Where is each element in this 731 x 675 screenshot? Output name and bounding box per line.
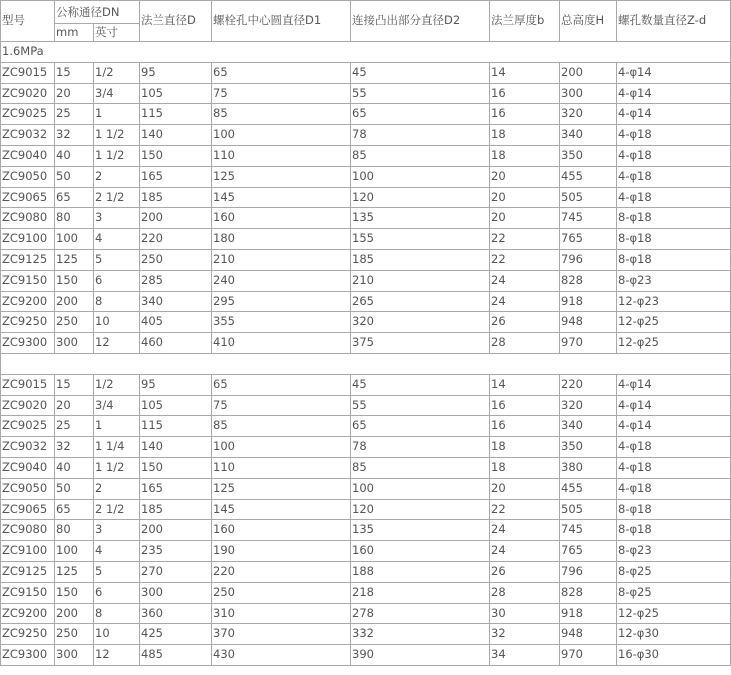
- table-cell: 140: [140, 125, 212, 146]
- table-row: [1, 208, 731, 229]
- table-cell: 380: [560, 457, 617, 478]
- table-cell: 200: [140, 208, 212, 229]
- table-row: [1, 62, 731, 83]
- table-cell: 20: [55, 395, 94, 416]
- table-cell: 125: [212, 166, 351, 187]
- table-cell: 455: [560, 478, 617, 499]
- table-cell: 796: [560, 561, 617, 582]
- table-cell: 918: [560, 291, 617, 312]
- table-cell: 2 1/2: [94, 499, 140, 520]
- header-total-height: 总高度H: [560, 1, 617, 42]
- table-cell: 95: [140, 62, 212, 83]
- table-cell: 55: [351, 395, 490, 416]
- table-cell: 310: [212, 603, 351, 624]
- header-model: 型号: [1, 1, 55, 42]
- table-cell: ZC9125: [1, 249, 55, 270]
- table-cell: 350: [560, 437, 617, 458]
- table-cell: 135: [351, 520, 490, 541]
- header-flange-thickness: 法兰厚度b: [490, 1, 560, 42]
- table-row: [1, 603, 731, 624]
- table-cell: 185: [140, 187, 212, 208]
- table-cell: 100: [351, 478, 490, 499]
- table-row: [1, 291, 731, 312]
- table-cell: 12-φ25: [617, 603, 731, 624]
- table-cell: 455: [560, 166, 617, 187]
- table-row: [1, 416, 731, 437]
- table-cell: 828: [560, 582, 617, 603]
- header-dn-inch: 英寸: [94, 24, 140, 42]
- section-2-label: [1, 353, 731, 374]
- table-cell: 2 1/2: [94, 187, 140, 208]
- table-cell: 100: [351, 166, 490, 187]
- table-cell: 4-φ18: [617, 478, 731, 499]
- table-cell: 8-φ18: [617, 499, 731, 520]
- table-cell: 970: [560, 645, 617, 666]
- table-cell: 970: [560, 333, 617, 354]
- table-cell: ZC9125: [1, 561, 55, 582]
- table-cell: 32: [55, 125, 94, 146]
- table-cell: 405: [140, 312, 212, 333]
- table-cell: ZC9050: [1, 166, 55, 187]
- table-cell: 16: [490, 104, 560, 125]
- table-cell: 4-φ18: [617, 166, 731, 187]
- table-cell: 4-φ14: [617, 62, 731, 83]
- table-cell: 796: [560, 249, 617, 270]
- table-cell: 828: [560, 270, 617, 291]
- table-cell: 50: [55, 478, 94, 499]
- table-cell: 30: [490, 603, 560, 624]
- table-cell: 80: [55, 520, 94, 541]
- table-cell: 12: [94, 645, 140, 666]
- table-cell: 120: [351, 499, 490, 520]
- table-cell: 28: [490, 333, 560, 354]
- table-cell: 1/2: [94, 374, 140, 395]
- table-cell: ZC9032: [1, 437, 55, 458]
- table-cell: 1 1/2: [94, 125, 140, 146]
- table-cell: 375: [351, 333, 490, 354]
- table-cell: 78: [351, 125, 490, 146]
- table-cell: 65: [55, 499, 94, 520]
- table-cell: 32: [55, 437, 94, 458]
- table-cell: ZC9100: [1, 541, 55, 562]
- table-cell: 45: [351, 62, 490, 83]
- table-cell: 24: [490, 270, 560, 291]
- table-cell: 145: [212, 187, 351, 208]
- table-row: [1, 395, 731, 416]
- table-cell: 8-φ25: [617, 582, 731, 603]
- header-dn: 公称通径DN: [55, 1, 140, 24]
- table-cell: 145: [212, 499, 351, 520]
- table-cell: ZC9025: [1, 104, 55, 125]
- table-cell: 26: [490, 561, 560, 582]
- table-cell: 210: [212, 249, 351, 270]
- table-cell: 350: [560, 145, 617, 166]
- table-cell: 18: [490, 457, 560, 478]
- table-cell: 100: [55, 541, 94, 562]
- table-cell: 160: [351, 541, 490, 562]
- table-cell: 1 1/2: [94, 457, 140, 478]
- table-cell: 765: [560, 229, 617, 250]
- table-cell: ZC9065: [1, 499, 55, 520]
- table-cell: 65: [351, 104, 490, 125]
- table-cell: 12: [94, 333, 140, 354]
- table-cell: 8-φ25: [617, 561, 731, 582]
- table-row: [1, 187, 731, 208]
- table-cell: ZC9032: [1, 125, 55, 146]
- table-cell: ZC9050: [1, 478, 55, 499]
- table-cell: 4-φ14: [617, 83, 731, 104]
- section-1-body: [1, 42, 731, 354]
- table-cell: 78: [351, 437, 490, 458]
- table-cell: 150: [140, 145, 212, 166]
- table-cell: 18: [490, 437, 560, 458]
- table-cell: 14: [490, 62, 560, 83]
- table-cell: 8: [94, 603, 140, 624]
- table-cell: 270: [140, 561, 212, 582]
- table-cell: ZC9020: [1, 395, 55, 416]
- table-cell: 110: [212, 145, 351, 166]
- table-row: [1, 229, 731, 250]
- table-cell: ZC9300: [1, 645, 55, 666]
- table-cell: 34: [490, 645, 560, 666]
- table-cell: 340: [140, 291, 212, 312]
- table-cell: 188: [351, 561, 490, 582]
- header-dn-mm: mm: [55, 24, 94, 42]
- table-row: [1, 104, 731, 125]
- table-cell: 332: [351, 624, 490, 645]
- table-cell: 220: [140, 229, 212, 250]
- table-cell: 1 1/2: [94, 145, 140, 166]
- table-cell: 26: [490, 312, 560, 333]
- header-bolt-holes: 螺孔数量直径Z-d: [617, 1, 731, 42]
- table-cell: 140: [140, 437, 212, 458]
- table-cell: 85: [351, 145, 490, 166]
- table-cell: 120: [351, 187, 490, 208]
- table-cell: 4-φ14: [617, 416, 731, 437]
- table-row: [1, 561, 731, 582]
- table-cell: 12-φ30: [617, 624, 731, 645]
- table-cell: ZC9100: [1, 229, 55, 250]
- table-cell: 240: [212, 270, 351, 291]
- table-cell: 2: [94, 478, 140, 499]
- table-cell: 5: [94, 561, 140, 582]
- table-cell: 4: [94, 541, 140, 562]
- table-cell: ZC9300: [1, 333, 55, 354]
- table-row: [1, 374, 731, 395]
- table-cell: 105: [140, 395, 212, 416]
- table-cell: 3: [94, 520, 140, 541]
- table-cell: 4-φ14: [617, 374, 731, 395]
- table-row: [1, 83, 731, 104]
- table-cell: 200: [140, 520, 212, 541]
- table-cell: 220: [560, 374, 617, 395]
- table-cell: 18: [490, 145, 560, 166]
- table-cell: 370: [212, 624, 351, 645]
- table-cell: 300: [55, 645, 94, 666]
- table-cell: 22: [490, 229, 560, 250]
- table-cell: 265: [351, 291, 490, 312]
- table-header: [1, 1, 731, 42]
- table-cell: 425: [140, 624, 212, 645]
- table-cell: 6: [94, 582, 140, 603]
- table-cell: 200: [560, 62, 617, 83]
- table-cell: 25: [55, 104, 94, 125]
- table-cell: ZC9080: [1, 208, 55, 229]
- table-cell: 125: [55, 249, 94, 270]
- table-cell: 1 1/4: [94, 437, 140, 458]
- table-cell: 65: [212, 374, 351, 395]
- table-cell: 20: [490, 208, 560, 229]
- table-cell: 80: [55, 208, 94, 229]
- table-cell: 918: [560, 603, 617, 624]
- table-cell: 125: [55, 561, 94, 582]
- table-cell: 8-φ23: [617, 541, 731, 562]
- table-cell: 4-φ18: [617, 187, 731, 208]
- table-cell: 75: [212, 395, 351, 416]
- table-cell: 430: [212, 645, 351, 666]
- table-cell: 235: [140, 541, 212, 562]
- table-cell: ZC9080: [1, 520, 55, 541]
- table-row: [1, 541, 731, 562]
- table-row: [1, 333, 731, 354]
- table-cell: 24: [490, 520, 560, 541]
- table-cell: 250: [55, 624, 94, 645]
- table-cell: 4-φ14: [617, 395, 731, 416]
- table-cell: 3/4: [94, 83, 140, 104]
- table-row: [1, 499, 731, 520]
- table-row: [1, 437, 731, 458]
- table-cell: 15: [55, 374, 94, 395]
- table-cell: 32: [490, 624, 560, 645]
- table-row: [1, 125, 731, 146]
- table-cell: 360: [140, 603, 212, 624]
- table-cell: 218: [351, 582, 490, 603]
- table-cell: 110: [212, 457, 351, 478]
- table-cell: 185: [140, 499, 212, 520]
- table-cell: 200: [55, 291, 94, 312]
- table-cell: 210: [351, 270, 490, 291]
- table-cell: 22: [490, 499, 560, 520]
- table-cell: 85: [212, 416, 351, 437]
- table-cell: 125: [212, 478, 351, 499]
- table-cell: 180: [212, 229, 351, 250]
- table-cell: ZC9250: [1, 312, 55, 333]
- table-cell: 4-φ18: [617, 457, 731, 478]
- table-cell: 8-φ18: [617, 520, 731, 541]
- table-cell: ZC9150: [1, 582, 55, 603]
- table-cell: 4-φ14: [617, 104, 731, 125]
- table-cell: 115: [140, 104, 212, 125]
- table-cell: 12-φ23: [617, 291, 731, 312]
- table-cell: 50: [55, 166, 94, 187]
- table-cell: 20: [490, 166, 560, 187]
- table-cell: 765: [560, 541, 617, 562]
- table-cell: 410: [212, 333, 351, 354]
- table-cell: 15: [55, 62, 94, 83]
- table-row: [1, 520, 731, 541]
- table-cell: 340: [560, 416, 617, 437]
- table-cell: 745: [560, 520, 617, 541]
- table-cell: 1: [94, 416, 140, 437]
- table-row: [1, 624, 731, 645]
- table-cell: 12-φ25: [617, 312, 731, 333]
- table-cell: 4-φ18: [617, 145, 731, 166]
- table-cell: 14: [490, 374, 560, 395]
- table-cell: 65: [351, 416, 490, 437]
- table-cell: 948: [560, 624, 617, 645]
- table-cell: 745: [560, 208, 617, 229]
- table-cell: 1/2: [94, 62, 140, 83]
- table-cell: ZC9065: [1, 187, 55, 208]
- table-row: [1, 457, 731, 478]
- table-cell: 18: [490, 125, 560, 146]
- table-cell: 85: [212, 104, 351, 125]
- table-cell: 320: [351, 312, 490, 333]
- table-cell: 135: [351, 208, 490, 229]
- table-cell: 300: [55, 333, 94, 354]
- table-cell: 8-φ18: [617, 249, 731, 270]
- table-cell: 300: [560, 83, 617, 104]
- table-row: [1, 645, 731, 666]
- table-row: [1, 312, 731, 333]
- header-flange-diameter: 法兰直径D: [140, 1, 212, 42]
- table-cell: ZC9015: [1, 374, 55, 395]
- table-cell: 165: [140, 166, 212, 187]
- table-cell: 250: [55, 312, 94, 333]
- table-row: [1, 166, 731, 187]
- table-cell: 3/4: [94, 395, 140, 416]
- table-cell: 485: [140, 645, 212, 666]
- section-2-body: [1, 353, 731, 665]
- table-cell: 250: [140, 249, 212, 270]
- table-cell: 4-φ18: [617, 125, 731, 146]
- table-cell: 300: [140, 582, 212, 603]
- table-cell: 278: [351, 603, 490, 624]
- section-1-label: 1.6MPa: [1, 42, 731, 63]
- table-cell: 24: [490, 291, 560, 312]
- table-cell: 105: [140, 83, 212, 104]
- table-cell: 20: [490, 187, 560, 208]
- table-cell: ZC9040: [1, 457, 55, 478]
- table-cell: 95: [140, 374, 212, 395]
- table-cell: 220: [212, 561, 351, 582]
- table-cell: 4-φ18: [617, 437, 731, 458]
- table-cell: ZC9250: [1, 624, 55, 645]
- table-row: [1, 478, 731, 499]
- table-cell: 20: [55, 83, 94, 104]
- table-cell: 20: [490, 478, 560, 499]
- table-row: [1, 249, 731, 270]
- table-cell: 115: [140, 416, 212, 437]
- table-cell: 320: [560, 395, 617, 416]
- table-cell: 3: [94, 208, 140, 229]
- table-cell: ZC9020: [1, 83, 55, 104]
- table-cell: 155: [351, 229, 490, 250]
- table-cell: 505: [560, 187, 617, 208]
- table-cell: 320: [560, 104, 617, 125]
- table-cell: 16: [490, 395, 560, 416]
- header-raised-face-diameter: 连接凸出部分直径D2: [351, 1, 490, 42]
- table-cell: 185: [351, 249, 490, 270]
- table-cell: 40: [55, 145, 94, 166]
- table-cell: 160: [212, 520, 351, 541]
- table-cell: 200: [55, 603, 94, 624]
- table-cell: 24: [490, 541, 560, 562]
- table-cell: 8-φ18: [617, 229, 731, 250]
- table-cell: 4: [94, 229, 140, 250]
- table-cell: 8-φ18: [617, 208, 731, 229]
- table-cell: 55: [351, 83, 490, 104]
- table-cell: 948: [560, 312, 617, 333]
- table-cell: 8-φ23: [617, 270, 731, 291]
- table-cell: 8: [94, 291, 140, 312]
- table-cell: 295: [212, 291, 351, 312]
- table-cell: 10: [94, 312, 140, 333]
- table-cell: ZC9040: [1, 145, 55, 166]
- table-cell: 1: [94, 104, 140, 125]
- header-bolt-circle-diameter: 螺栓孔中心圆直径D1: [212, 1, 351, 42]
- table-cell: 22: [490, 249, 560, 270]
- table-cell: 505: [560, 499, 617, 520]
- table-cell: 25: [55, 416, 94, 437]
- table-cell: 250: [212, 582, 351, 603]
- table-cell: 340: [560, 125, 617, 146]
- table-cell: 390: [351, 645, 490, 666]
- table-cell: 6: [94, 270, 140, 291]
- table-cell: 45: [351, 374, 490, 395]
- table-cell: 100: [55, 229, 94, 250]
- table-cell: 5: [94, 249, 140, 270]
- table-cell: 160: [212, 208, 351, 229]
- table-cell: ZC9200: [1, 603, 55, 624]
- table-cell: ZC9150: [1, 270, 55, 291]
- table-cell: 10: [94, 624, 140, 645]
- table-cell: 65: [212, 62, 351, 83]
- table-cell: 165: [140, 478, 212, 499]
- table-cell: 16: [490, 416, 560, 437]
- table-cell: 285: [140, 270, 212, 291]
- table-cell: 75: [212, 83, 351, 104]
- table-cell: 150: [140, 457, 212, 478]
- table-cell: ZC9025: [1, 416, 55, 437]
- table-cell: 2: [94, 166, 140, 187]
- table-cell: 100: [212, 437, 351, 458]
- table-row: [1, 270, 731, 291]
- table-cell: ZC9015: [1, 62, 55, 83]
- table-cell: 12-φ25: [617, 333, 731, 354]
- table-cell: 355: [212, 312, 351, 333]
- table-cell: 16: [490, 83, 560, 104]
- table-cell: 16-φ30: [617, 645, 731, 666]
- table-cell: 190: [212, 541, 351, 562]
- table-row: [1, 582, 731, 603]
- table-cell: 65: [55, 187, 94, 208]
- table-cell: 40: [55, 457, 94, 478]
- table-row: [1, 145, 731, 166]
- table-cell: ZC9200: [1, 291, 55, 312]
- table-cell: 150: [55, 270, 94, 291]
- table-cell: 85: [351, 457, 490, 478]
- table-cell: 28: [490, 582, 560, 603]
- table-cell: 150: [55, 582, 94, 603]
- table-cell: 460: [140, 333, 212, 354]
- table-cell: 100: [212, 125, 351, 146]
